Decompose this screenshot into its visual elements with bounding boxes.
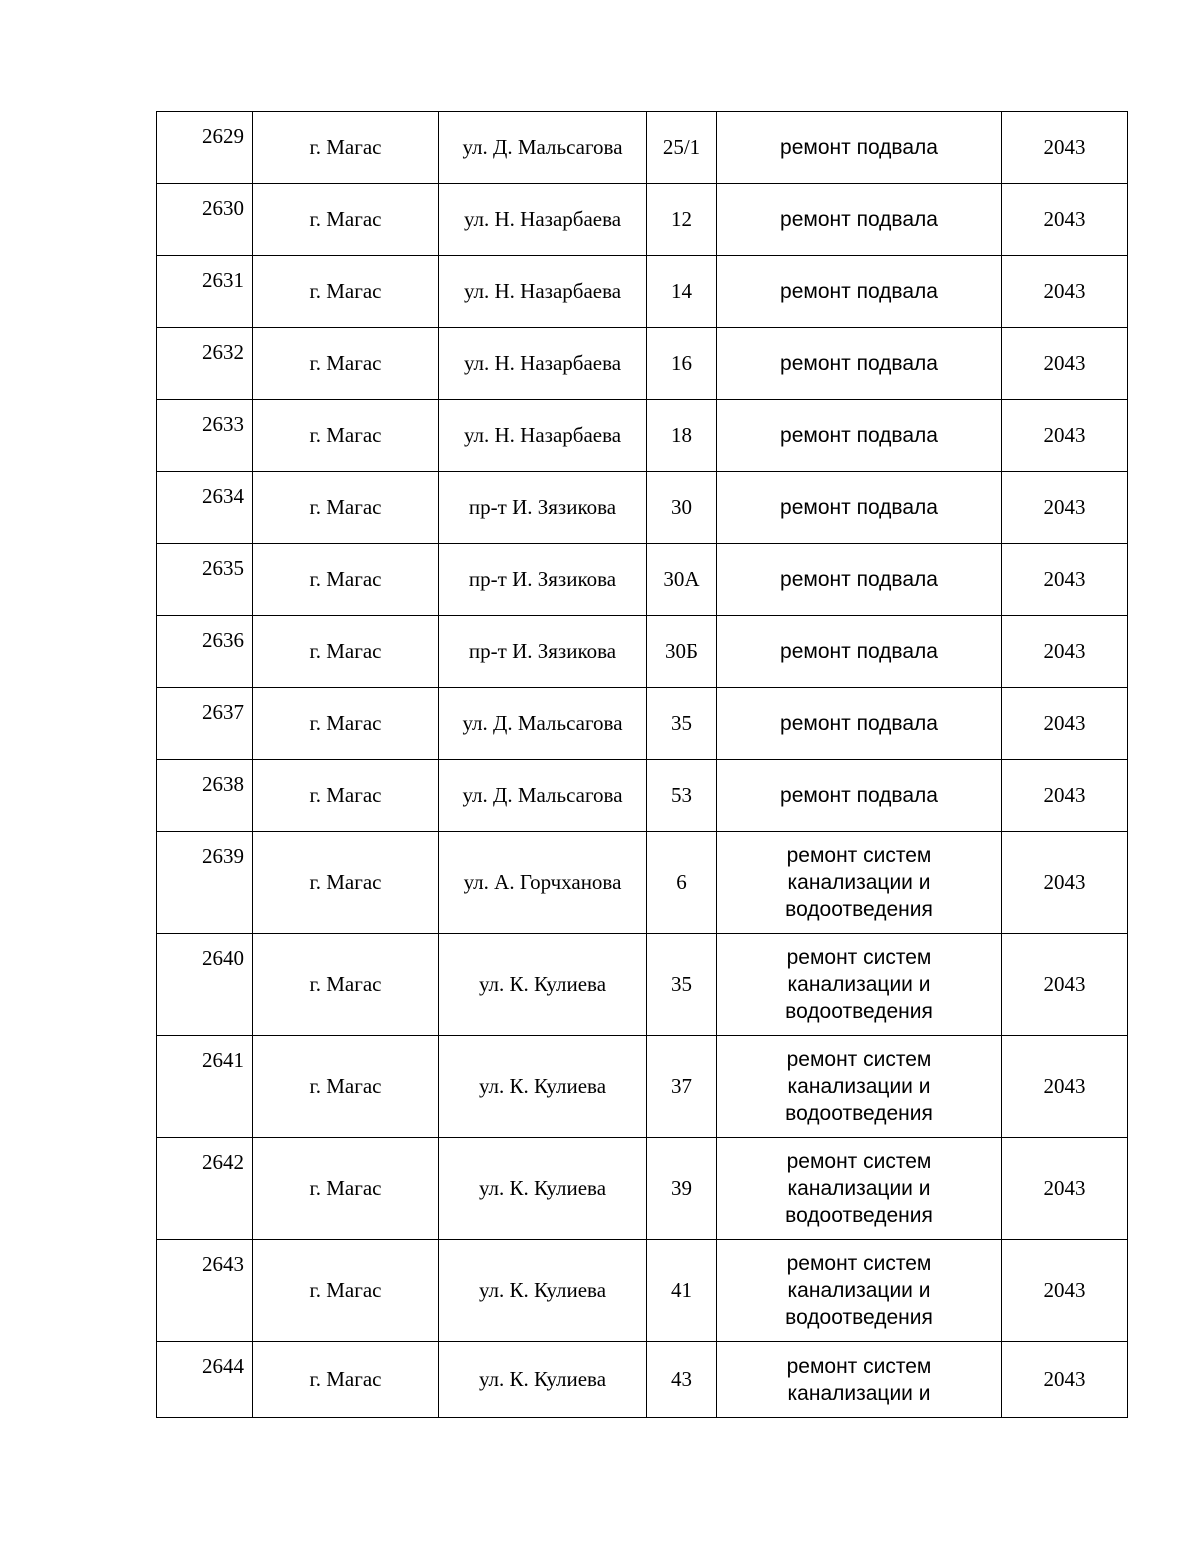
year-cell: 2043 [1002, 1036, 1128, 1138]
year-cell: 2043 [1002, 1138, 1128, 1240]
year-cell: 2043 [1002, 616, 1128, 688]
city-cell: г. Магас [253, 400, 439, 472]
street-cell: пр-т И. Зязикова [439, 472, 647, 544]
table-row [157, 688, 1128, 760]
street-cell: ул. Н. Назарбаева [439, 256, 647, 328]
work-type-line: канализации и [787, 1381, 931, 1405]
year-cell: 2043 [1002, 112, 1128, 184]
city-cell: г. Магас [253, 544, 439, 616]
house-number-cell: 43 [647, 1342, 717, 1418]
street-cell: ул. Д. Мальсагова [439, 760, 647, 832]
row-number-cell: 2631 [157, 256, 253, 328]
city-cell: г. Магас [253, 112, 439, 184]
street-cell: ул. Н. Назарбаева [439, 400, 647, 472]
row-number-cell: 2637 [157, 688, 253, 760]
year-cell: 2043 [1002, 1240, 1128, 1342]
table-row [157, 112, 1128, 184]
table-row [157, 328, 1128, 400]
city-cell: г. Магас [253, 832, 439, 934]
row-number-cell: 2641 [157, 1036, 253, 1138]
house-number-cell: 16 [647, 328, 717, 400]
street-cell: пр-т И. Зязикова [439, 616, 647, 688]
year-cell: 2043 [1002, 1342, 1128, 1418]
work-type-line: канализации и [787, 973, 931, 996]
work-type-cell [717, 1342, 1002, 1418]
table-row [157, 1036, 1128, 1138]
house-number-cell: 12 [647, 184, 717, 256]
house-number-cell: 37 [647, 1036, 717, 1138]
year-cell: 2043 [1002, 832, 1128, 934]
work-type-cell [717, 688, 1002, 760]
city-cell: г. Магас [253, 760, 439, 832]
house-number-cell: 41 [647, 1240, 717, 1342]
city-cell: г. Магас [253, 1036, 439, 1138]
work-type-line: ремонт подвала [780, 712, 938, 735]
work-type-line: водоотведения [785, 1102, 933, 1125]
row-number-cell: 2639 [157, 832, 253, 934]
house-number-cell: 35 [647, 934, 717, 1036]
year-cell: 2043 [1002, 934, 1128, 1036]
work-type-line: ремонт подвала [780, 640, 938, 663]
street-cell: ул. К. Кулиева [439, 1138, 647, 1240]
city-cell: г. Магас [253, 472, 439, 544]
table-row [157, 934, 1128, 1036]
work-type-line: ремонт подвала [780, 352, 938, 375]
work-type-line: водоотведения [785, 1306, 933, 1329]
work-type-cell [717, 256, 1002, 328]
work-type-cell [717, 472, 1002, 544]
street-cell: ул. К. Кулиева [439, 1342, 647, 1418]
street-cell: ул. Н. Назарбаева [439, 328, 647, 400]
work-type-line: ремонт подвала [780, 208, 938, 231]
year-cell: 2043 [1002, 184, 1128, 256]
city-cell: г. Магас [253, 934, 439, 1036]
city-cell: г. Магас [253, 328, 439, 400]
work-type-line: канализации и [787, 1279, 931, 1302]
city-cell: г. Магас [253, 688, 439, 760]
work-type-cell [717, 1036, 1002, 1138]
city-cell: г. Магас [253, 256, 439, 328]
city-cell: г. Магас [253, 1138, 439, 1240]
work-type-line: ремонт систем [786, 1354, 932, 1378]
house-number-cell: 35 [647, 688, 717, 760]
row-number-cell: 2640 [157, 934, 253, 1036]
city-cell: г. Магас [253, 1240, 439, 1342]
work-type-cell [717, 934, 1002, 1036]
table-row [157, 1342, 1128, 1418]
year-cell: 2043 [1002, 688, 1128, 760]
work-type-cell [717, 832, 1002, 934]
work-type-line: канализации и [787, 871, 931, 894]
table-row [157, 472, 1128, 544]
work-type-cell [717, 400, 1002, 472]
house-number-cell: 30А [647, 544, 717, 616]
year-cell: 2043 [1002, 544, 1128, 616]
row-number-cell: 2632 [157, 328, 253, 400]
street-cell: ул. К. Кулиева [439, 1240, 647, 1342]
house-number-cell: 6 [647, 832, 717, 934]
house-number-cell: 39 [647, 1138, 717, 1240]
street-cell: ул. К. Кулиева [439, 1036, 647, 1138]
work-type-line: ремонт систем [786, 1048, 932, 1071]
work-type-line: ремонт подвала [780, 424, 938, 447]
city-cell: г. Магас [253, 1342, 439, 1418]
row-number-cell: 2630 [157, 184, 253, 256]
table-row [157, 1138, 1128, 1240]
work-type-line: ремонт систем [786, 1150, 932, 1173]
work-type-cell [717, 760, 1002, 832]
work-type-line: водоотведения [785, 1204, 933, 1227]
house-number-cell: 25/1 [647, 112, 717, 184]
year-cell: 2043 [1002, 256, 1128, 328]
work-type-line: ремонт подвала [780, 136, 938, 159]
house-number-cell: 30Б [647, 616, 717, 688]
work-type-cell [717, 616, 1002, 688]
table-row [157, 832, 1128, 934]
work-type-line: ремонт подвала [780, 280, 938, 303]
table-body [157, 112, 1128, 1418]
street-cell: ул. А. Горчханова [439, 832, 647, 934]
table-row [157, 184, 1128, 256]
work-type-line: водоотведения [785, 1000, 933, 1023]
street-cell: ул. Д. Мальсагова [439, 112, 647, 184]
year-cell: 2043 [1002, 400, 1128, 472]
house-number-cell: 53 [647, 760, 717, 832]
work-type-cell [717, 184, 1002, 256]
street-cell: ул. Д. Мальсагова [439, 688, 647, 760]
table-row [157, 1240, 1128, 1342]
table-row [157, 544, 1128, 616]
street-cell: ул. К. Кулиева [439, 934, 647, 1036]
table-row [157, 256, 1128, 328]
house-number-cell: 14 [647, 256, 717, 328]
city-cell: г. Магас [253, 184, 439, 256]
year-cell: 2043 [1002, 328, 1128, 400]
work-type-line: канализации и [787, 1075, 931, 1098]
work-type-line: ремонт систем [786, 1252, 932, 1275]
work-type-line: водоотведения [785, 898, 933, 921]
repair-schedule-table [156, 111, 1128, 1418]
row-number-cell: 2634 [157, 472, 253, 544]
row-number-cell: 2636 [157, 616, 253, 688]
work-type-line: канализации и [787, 1177, 931, 1200]
row-number-cell: 2629 [157, 112, 253, 184]
table-row [157, 760, 1128, 832]
work-type-cell [717, 544, 1002, 616]
street-cell: пр-т И. Зязикова [439, 544, 647, 616]
row-number-cell: 2638 [157, 760, 253, 832]
house-number-cell: 30 [647, 472, 717, 544]
work-type-line: ремонт систем [786, 844, 932, 867]
row-number-cell: 2635 [157, 544, 253, 616]
work-type-cell [717, 1138, 1002, 1240]
year-cell: 2043 [1002, 760, 1128, 832]
row-number-cell: 2643 [157, 1240, 253, 1342]
work-type-cell [717, 328, 1002, 400]
city-cell: г. Магас [253, 616, 439, 688]
street-cell: ул. Н. Назарбаева [439, 184, 647, 256]
work-type-line: ремонт подвала [780, 496, 938, 519]
table-row [157, 616, 1128, 688]
table-row [157, 400, 1128, 472]
work-type-line: ремонт подвала [780, 784, 938, 807]
row-number-cell: 2642 [157, 1138, 253, 1240]
row-number-cell: 2633 [157, 400, 253, 472]
year-cell: 2043 [1002, 472, 1128, 544]
house-number-cell: 18 [647, 400, 717, 472]
work-type-cell [717, 112, 1002, 184]
work-type-line: ремонт подвала [780, 568, 938, 591]
work-type-cell [717, 1240, 1002, 1342]
work-type-line: ремонт систем [786, 946, 932, 969]
row-number-cell: 2644 [157, 1342, 253, 1418]
